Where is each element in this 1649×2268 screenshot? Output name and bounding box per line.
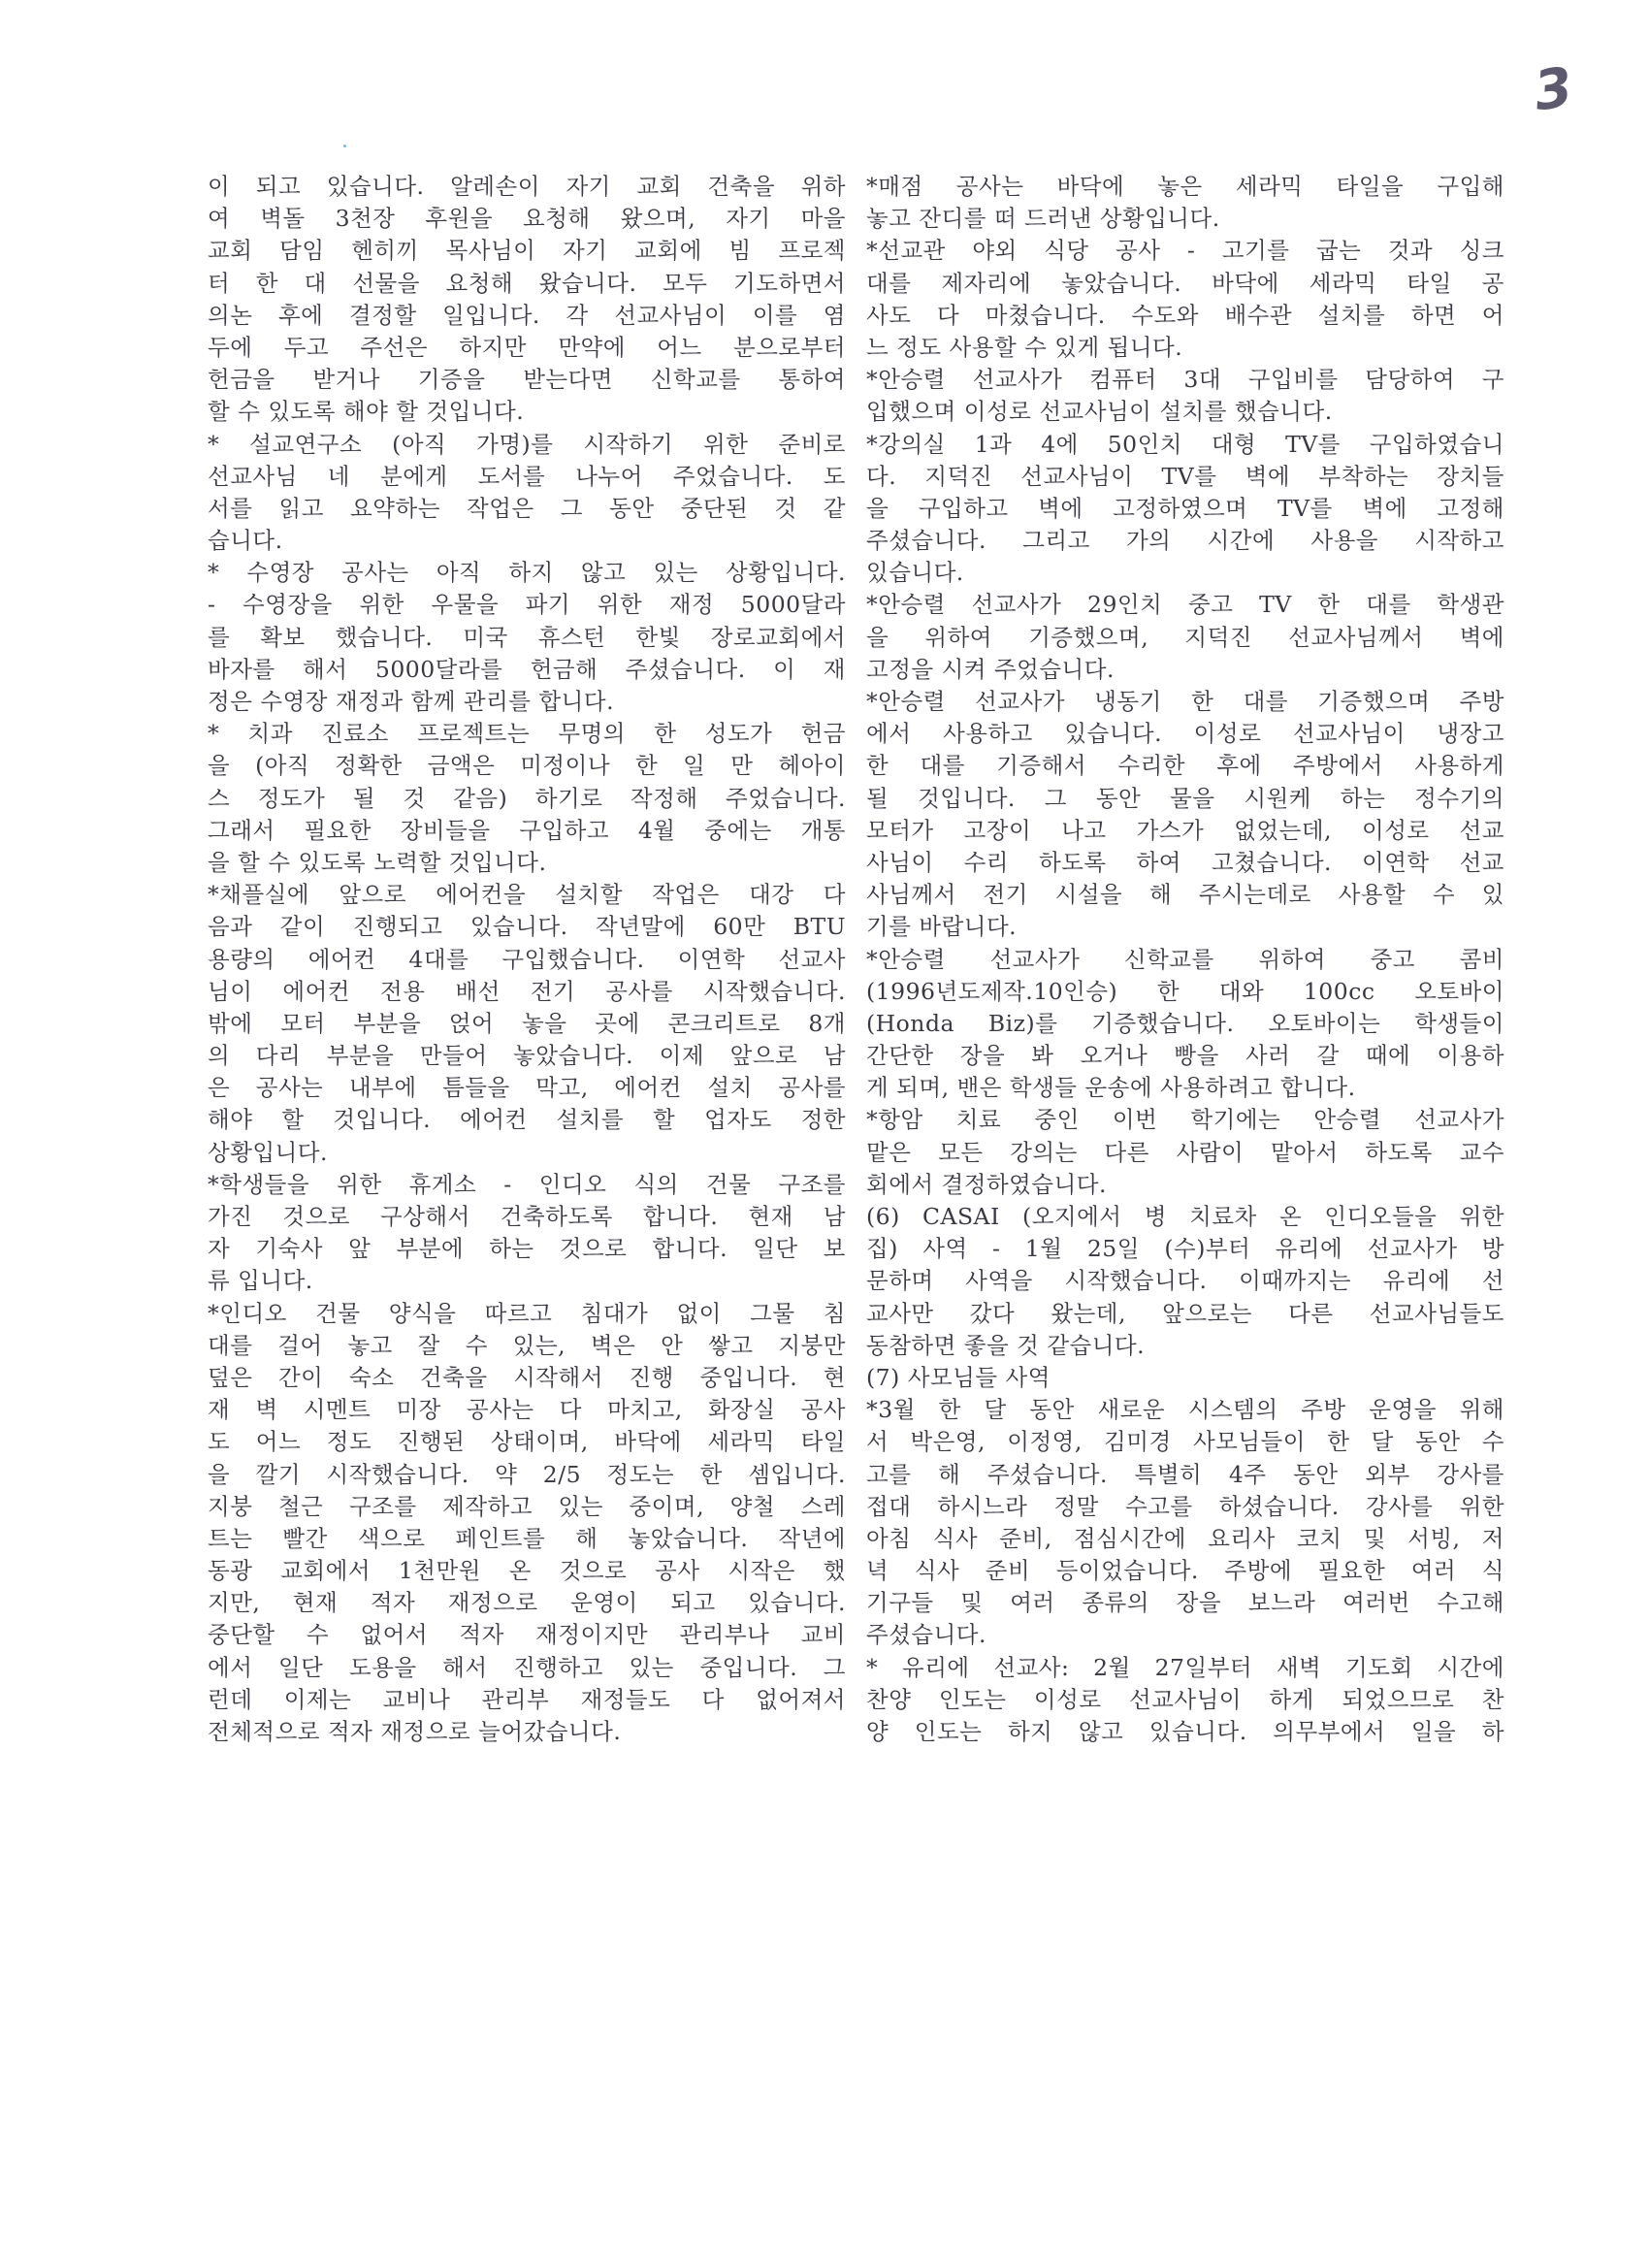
text-line: (Honda Biz)를 기증했습니다. 오토바이는 학생들이 xyxy=(866,1009,1504,1037)
text-line: 습니다. xyxy=(208,527,283,555)
text-line: 서를 읽고 요약하는 작업은 그 동안 중단된 것 같 xyxy=(208,494,846,522)
text-line: 놓고 잔디를 떠 드러낸 상황입니다. xyxy=(866,205,1220,233)
text-line: * 설교연구소 (아직 가명)를 시작하기 위한 준비로 xyxy=(208,430,846,458)
text-line: 회에서 결정하였습니다. xyxy=(866,1170,1107,1198)
text-line: 두에 두고 주선은 하지만 만약에 어느 분으로부터 xyxy=(208,333,846,361)
text-line: * 수영장 공사는 아직 하지 않고 있는 상황입니다. xyxy=(208,559,846,587)
text-line: *안승렬 선교사가 냉동기 한 대를 기증했으며 주방 xyxy=(866,688,1504,715)
text-line: 자 기숙사 앞 부분에 하는 것으로 합니다. 일단 보 xyxy=(208,1235,846,1263)
text-line: *항암 치료 중인 이번 학기에는 안승렬 선교사가 xyxy=(866,1106,1504,1134)
text-line: 에서 사용하고 있습니다. 이성로 선교사님이 냉장고 xyxy=(866,720,1504,748)
text-line: 밖에 모터 부분을 얹어 놓을 곳에 콘크리트로 8개 xyxy=(208,1009,846,1037)
text-line: *채플실에 앞으로 에어컨을 설치할 작업은 대강 다 xyxy=(208,881,846,909)
left-text-column xyxy=(208,171,846,1748)
text-line: *안승렬 선교사가 컴퓨터 3대 구입비를 담당하여 구 xyxy=(866,366,1504,394)
text-line: 접대 하시느라 정말 수고를 하셨습니다. 강사를 위한 xyxy=(866,1492,1504,1520)
text-line: 사님이 수리 하도록 하여 고쳤습니다. 이연학 선교 xyxy=(866,848,1504,876)
text-line: *매점 공사는 바닥에 놓은 세라믹 타일을 구입해 xyxy=(866,173,1504,200)
text-line: 여 벽돌 3천장 후원을 요청해 왔으며, 자기 마을 xyxy=(208,205,846,233)
text-line: 기를 바랍니다. xyxy=(866,913,1018,941)
text-line: 간단한 장을 봐 오거나 빵을 사러 갈 때에 이용하 xyxy=(866,1042,1504,1070)
text-line: (7) 사모님들 사역 xyxy=(866,1363,1051,1391)
text-line: 게 되며, 밴은 학생들 운송에 사용하려고 합니다. xyxy=(866,1074,1356,1102)
text-line: 음과 같이 진행되고 있습니다. 작년말에 60만 BTU xyxy=(208,913,846,941)
text-line: *3월 한 달 동안 새로운 시스템의 주방 운영을 위해 xyxy=(866,1396,1504,1424)
text-line: * 치과 진료소 프로젝트는 무명의 한 성도가 헌금 xyxy=(208,720,846,748)
text-line: 중단할 수 없어서 적자 재정이지만 관리부나 교비 xyxy=(208,1621,846,1649)
text-line: 전체적으로 적자 재정으로 늘어갔습니다. xyxy=(208,1718,622,1745)
text-line: 해야 할 것입니다. 에어컨 설치를 할 업자도 정한 xyxy=(208,1106,846,1134)
text-line: *안승렬 선교사가 29인치 중고 TV 한 대를 학생관 xyxy=(866,591,1504,619)
text-line: 주셨습니다. xyxy=(866,1621,986,1649)
text-line: 을 구입하고 벽에 고정하였으며 TV를 벽에 고정해 xyxy=(866,494,1504,522)
text-line: 지만, 현재 적자 재정으로 운영이 되고 있습니다. xyxy=(208,1589,846,1617)
text-line: 을 할 수 있도록 노력할 것입니다. xyxy=(208,848,547,876)
text-line: 재 벽 시멘트 미장 공사는 다 마치고, 화장실 공사 xyxy=(208,1396,846,1424)
text-line: 대를 걸어 놓고 잘 수 있는, 벽은 안 쌓고 지붕만 xyxy=(208,1331,846,1359)
text-line: 을 깔기 시작했습니다. 약 2/5 정도는 한 셈입니다. xyxy=(208,1460,846,1488)
text-line: 될 것입니다. 그 동안 물을 시원케 하는 정수기의 xyxy=(866,784,1504,812)
text-line: 녁 식사 준비 등이었습니다. 주방에 필요한 여러 식 xyxy=(866,1557,1504,1585)
text-line: 고를 해 주셨습니다. 특별히 4주 동안 외부 강사를 xyxy=(866,1460,1504,1488)
text-line: * 유리에 선교사: 2월 27일부터 새벽 기도회 시간에 xyxy=(866,1653,1504,1681)
text-line: 다. 지덕진 선교사님이 TV를 벽에 부착하는 장치들 xyxy=(866,462,1504,490)
text-line: 용량의 에어컨 4대를 구입했습니다. 이연학 선교사 xyxy=(208,945,846,973)
text-line: 은 공사는 내부에 틈들을 막고, 에어컨 설치 공사를 xyxy=(208,1074,846,1102)
text-line: 모터가 고장이 나고 가스가 없었는데, 이성로 선교 xyxy=(866,816,1504,844)
text-line: 에서 일단 도용을 해서 진행하고 있는 중입니다. 그 xyxy=(208,1653,846,1681)
text-line: 주셨습니다. 그리고 가의 시간에 사용을 시작하고 xyxy=(866,527,1504,555)
text-line: 할 수 있도록 해야 할 것입니다. xyxy=(208,398,525,426)
text-line: *안승렬 선교사가 신학교를 위하여 중고 콤비 xyxy=(866,945,1504,973)
text-line: 기구들 및 여러 종류의 장을 보느라 여러번 수고해 xyxy=(866,1589,1504,1617)
text-line: (1996년도제작.10인승) 한 대와 100cc 오토바이 xyxy=(866,977,1504,1005)
text-line: 동참하면 좋을 것 같습니다. xyxy=(866,1331,1146,1359)
text-line: 님이 에어컨 전용 배선 전기 공사를 시작했습니다. xyxy=(208,977,846,1005)
text-line: 상황입니다. xyxy=(208,1138,328,1166)
right-text-column xyxy=(866,171,1504,1748)
text-line: 양 인도는 하지 않고 있습니다. 의무부에서 일을 하 xyxy=(866,1718,1504,1745)
text-line: 교회 담임 헨히끼 목사님이 자기 교회에 빔 프로젝 xyxy=(208,237,846,265)
text-line: 문하며 사역을 시작했습니다. 이때까지는 유리에 선 xyxy=(866,1267,1504,1295)
text-line: 의 다리 부분을 만들어 놓았습니다. 이제 앞으로 남 xyxy=(208,1042,846,1070)
text-line: 지붕 철근 구조를 제작하고 있는 중이며, 양철 스레 xyxy=(208,1492,846,1520)
text-line: 사도 다 마쳤습니다. 수도와 배수관 설치를 하면 어 xyxy=(866,301,1504,329)
text-line: 터 한 대 선물을 요청해 왔습니다. 모두 기도하면서 xyxy=(208,269,846,297)
text-line: 트는 빨간 색으로 페인트를 해 놓았습니다. 작년에 xyxy=(208,1524,846,1552)
text-line: 입했으며 이성로 선교사님이 설치를 했습니다. xyxy=(866,398,1333,426)
text-line: 의논 후에 결정할 일입니다. 각 선교사님이 이를 염 xyxy=(208,301,846,329)
text-line: 맡은 모든 강의는 다른 사람이 맡아서 하도록 교수 xyxy=(866,1138,1504,1166)
text-line: *선교관 야외 식당 공사 - 고기를 굽는 것과 싱크 xyxy=(866,237,1504,265)
text-line: *강의실 1과 4에 50인치 대형 TV를 구입하였습니 xyxy=(866,430,1504,458)
text-line: 을 (아직 정확한 금액은 미정이나 한 일 만 헤아이 xyxy=(208,752,846,780)
text-line: 를 확보 했습니다. 미국 휴스턴 한빛 장로교회에서 xyxy=(208,623,846,651)
text-line: 교사만 갔다 왔는데, 앞으로는 다른 선교사님들도 xyxy=(866,1299,1504,1327)
text-line: 이 되고 있습니다. 알레손이 자기 교회 건축을 위하 xyxy=(208,173,846,200)
text-line: 류 입니다. xyxy=(208,1267,313,1295)
text-line: 고정을 시켜 주었습니다. xyxy=(866,655,1115,683)
text-line: 가진 것으로 구상해서 건축하도록 합니다. 현재 남 xyxy=(208,1203,846,1230)
text-line: 정은 수영장 재정과 함께 관리를 합니다. xyxy=(208,688,615,715)
text-line: 사님께서 전기 시설을 해 주시는데로 사용할 수 있 xyxy=(866,881,1504,909)
text-line: - 수영장을 위한 우물을 파기 위한 재정 5000달라 xyxy=(208,591,846,619)
text-line: *학생들을 위한 휴게소 - 인디오 식의 건물 구조를 xyxy=(208,1170,846,1198)
text-line: 서 박은영, 이정영, 김미경 사모님들이 한 달 동안 수 xyxy=(866,1428,1504,1456)
text-line: *인디오 건물 양식을 따르고 침대가 없이 그물 침 xyxy=(208,1299,846,1327)
text-line: 을 위하여 기증했으며, 지덕진 선교사님께서 벽에 xyxy=(866,623,1504,651)
scan-artifact-dot xyxy=(343,145,346,147)
text-line: 덮은 간이 숙소 건축을 시작해서 진행 중입니다. 현 xyxy=(208,1363,846,1391)
handwritten-page-number: 3 xyxy=(1530,55,1577,124)
text-line: 런데 이제는 교비나 관리부 재정들도 다 없어져서 xyxy=(208,1685,846,1713)
text-line: 아침 식사 준비, 점심시간에 요리사 코치 및 서빙, 저 xyxy=(866,1524,1504,1552)
text-line: 선교사님 네 분에게 도서를 나누어 주었습니다. 도 xyxy=(208,462,846,490)
text-line: 바자를 해서 5000달라를 헌금해 주셨습니다. 이 재 xyxy=(208,655,846,683)
text-line: 집) 사역 - 1월 25일 (수)부터 유리에 선교사가 방 xyxy=(866,1235,1504,1263)
text-line: 동광 교회에서 1천만원 온 것으로 공사 시작은 했 xyxy=(208,1557,846,1585)
text-line: 도 어느 정도 진행된 상태이며, 바닥에 세라믹 타일 xyxy=(208,1428,846,1456)
text-line: 그래서 필요한 장비들을 구입하고 4월 중에는 개통 xyxy=(208,816,846,844)
text-line: 찬양 인도는 이성로 선교사님이 하게 되었으므로 찬 xyxy=(866,1685,1504,1713)
text-line: (6) CASAI (오지에서 병 치료차 온 인디오들을 위한 xyxy=(866,1203,1504,1230)
text-line: 스 정도가 될 것 같음) 하기로 작정해 주었습니다. xyxy=(208,784,846,812)
text-line: 한 대를 기증해서 수리한 후에 주방에서 사용하게 xyxy=(866,752,1504,780)
text-line: 헌금을 받거나 기증을 받는다면 신학교를 통하여 xyxy=(208,366,846,394)
text-line: 있습니다. xyxy=(866,559,964,587)
text-line: 느 정도 사용할 수 있게 됩니다. xyxy=(866,333,1183,361)
text-line: 대를 제자리에 놓았습니다. 바닥에 세라믹 타일 공 xyxy=(866,269,1504,297)
